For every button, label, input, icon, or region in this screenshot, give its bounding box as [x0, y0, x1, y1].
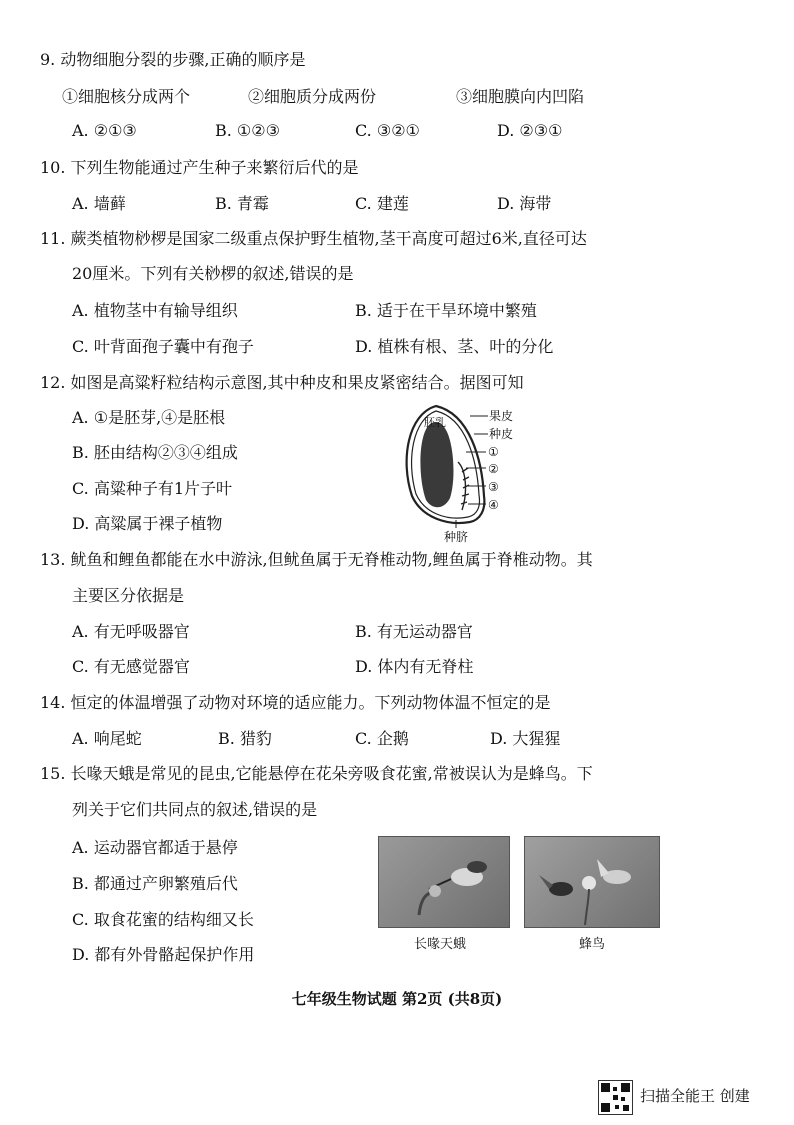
q12-stem: 12. 如图是高粱籽粒结构示意图,其中种皮和果皮紧密结合。据图可知: [40, 373, 524, 392]
q12-option-c: C. 高粱种子有1片子叶: [72, 479, 233, 498]
q9-option-d: D. ②③①: [497, 121, 563, 140]
q10-option-a: A. 墙藓: [72, 194, 126, 213]
q11-option-c: C. 叶背面孢子囊中有孢子: [72, 337, 254, 356]
q10-stem: 10. 下列生物能通过产生种子来繁衍后代的是: [40, 158, 359, 177]
q9-stem: 9. 动物细胞分裂的步骤,正确的顺序是: [40, 50, 306, 69]
q13-option-b: B. 有无运动器官: [355, 622, 473, 641]
label-pericarp: 果皮: [489, 409, 514, 423]
q9-step-3: ③细胞膜向内凹陷: [456, 87, 585, 106]
q15-option-b: B. 都通过产卵繁殖后代: [72, 874, 238, 893]
q13-stem-line1: 13. 鱿鱼和鲤鱼都能在水中游泳,但鱿鱼属于无脊椎动物,鲤鱼属于脊椎动物。其: [40, 550, 593, 569]
q9-option-c: C. ③②①: [355, 121, 420, 140]
hummingbird-figure: [525, 837, 659, 927]
q13-option-a: A. 有无呼吸器官: [72, 622, 190, 641]
hummingbird-photo: [524, 836, 660, 928]
label-endosperm: 胚乳: [424, 416, 446, 429]
q13-option-c: C. 有无感觉器官: [72, 657, 190, 676]
q12-option-d: D. 高粱属于裸子植物: [72, 514, 223, 533]
q15-option-a: A. 运动器官都适于悬停: [72, 838, 238, 857]
q15-stem-line2: 列关于它们共同点的叙述,错误的是: [72, 800, 318, 819]
q9-option-b: B. ①②③: [215, 121, 280, 140]
q11-stem-line1: 11. 蕨类植物桫椤是国家二级重点保护野生植物,茎干高度可超过6米,直径可达: [40, 229, 587, 248]
page-footer: 七年级生物试题 第2页 (共8页): [291, 990, 503, 1008]
scanner-watermark: 扫描全能王 创建: [640, 1087, 750, 1105]
q15-option-d: D. 都有外骨骼起保护作用: [72, 945, 255, 964]
q11-option-b: B. 适于在干旱环境中繁殖: [355, 301, 537, 320]
q14-option-a: A. 响尾蛇: [72, 729, 142, 748]
label-hilum: 种脐: [444, 530, 469, 544]
caption-hawkmoth: 长喙天蛾: [414, 937, 467, 952]
q9-step-2: ②细胞质分成两份: [248, 87, 377, 106]
q15-option-c: C. 取食花蜜的结构细又长: [72, 910, 254, 929]
q11-stem-line2: 20厘米。下列有关桫椤的叙述,错误的是: [72, 264, 354, 283]
marker-2: ②: [488, 462, 499, 476]
hawkmoth-photo: [378, 836, 510, 928]
marker-1: ①: [488, 445, 499, 459]
q14-option-c: C. 企鹅: [355, 729, 409, 748]
q14-stem: 14. 恒定的体温增强了动物对环境的适应能力。下列动物体温不恒定的是: [40, 693, 551, 712]
q10-option-d: D. 海带: [497, 194, 552, 213]
label-seedcoat: 种皮: [489, 427, 514, 441]
embryo: [458, 462, 469, 510]
sorghum-grain-diagram: [396, 400, 526, 545]
q13-stem-line2: 主要区分依据是: [72, 586, 185, 605]
q13-option-d: D. 体内有无脊柱: [355, 657, 474, 676]
q9-step-1: ①细胞核分成两个: [62, 87, 191, 106]
q14-option-b: B. 猎豹: [218, 729, 272, 748]
hawkmoth-figure: [379, 837, 509, 927]
q10-option-b: B. 青霉: [215, 194, 269, 213]
marker-4: ④: [488, 498, 499, 512]
q12-option-b: B. 胚由结构②③④组成: [72, 443, 238, 462]
q10-option-c: C. 建莲: [355, 194, 409, 213]
q11-option-d: D. 植株有根、茎、叶的分化: [355, 337, 554, 356]
marker-3: ③: [488, 480, 499, 494]
endosperm-region: [420, 422, 453, 507]
q15-stem-line1: 15. 长喙天蛾是常见的昆虫,它能悬停在花朵旁吸食花蜜,常被误认为是蜂鸟。下: [40, 764, 593, 783]
q14-option-d: D. 大猩猩: [490, 729, 561, 748]
q12-option-a: A. ①是胚芽,④是胚根: [72, 408, 226, 427]
caption-hummingbird: 蜂鸟: [579, 937, 606, 952]
q9-option-a: A. ②①③: [72, 121, 137, 140]
q11-option-a: A. 植物茎中有输导组织: [72, 301, 238, 320]
qr-code-icon: [598, 1080, 633, 1115]
